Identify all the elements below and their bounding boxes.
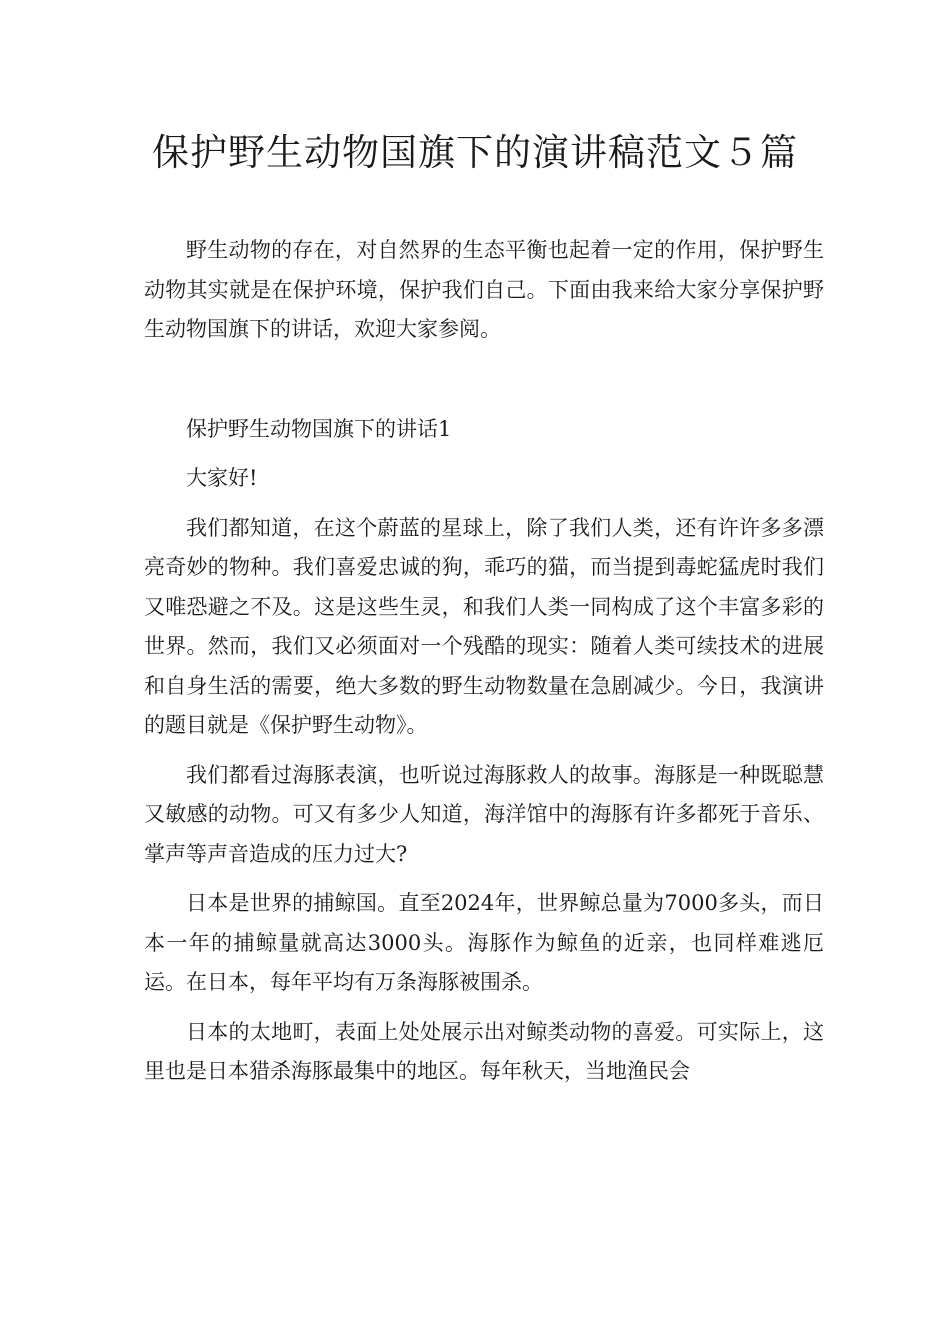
greeting-paragraph: 大家好! [186,466,258,490]
body-paragraph: 我们都看过海豚表演，也听说过海豚救人的故事。海豚是一种既聪慧又敏感的动物。可又有多少人知道，海洋馆中的海豚有许多都死于音乐、掌声等声音造成的压力过大? [144,762,824,866]
body-paragraph: 日本的太地町，表面上处处展示出对鲸类动物的喜爱。可实际上，这里也是日本猎杀海豚最集中的地区。每年秋天，当地渔民会 [144,1019,824,1083]
document-body [144,231,824,1092]
section-heading: 保护野生动物国旗下的讲话1 [186,416,452,441]
document-title: 保护野生动物国旗下的演讲稿范文５篇 [152,131,798,174]
body-paragraph: 我们都知道，在这个蔚蓝的星球上，除了我们人类，还有许许多多漂亮奇妙的物种。我们喜爱忠诚的狗，乖巧的猫，而当提到毒蛇猛虎时我们又唯恐避之不及。这是这些生灵，和我们人类一同构成了这个丰富多彩的世界。然而，我们又必须面对一个残酷的现实：随着人类可续技术的进展和自身生活的需要，绝大多数的野生动物数量在急剧减少。今日，我演讲的题目就是《保护野生动物》。 [144,515,824,737]
body-paragraph: 日本是世界的捕鲸国。直至2024年，世界鲸总量为7000多头，而日本一年的捕鲸量就高达3000头。海豚作为鲸鱼的近亲，也同样难逃厄运。在日本，每年平均有万条海豚被围杀。 [144,891,824,994]
intro-paragraph: 野生动物的存在，对自然界的生态平衡也起着一定的作用，保护野生动物其实就是在保护环境，保护我们自己。下面由我来给大家分享保护野生动物国旗下的讲话，欢迎大家参阅。 [144,238,824,341]
